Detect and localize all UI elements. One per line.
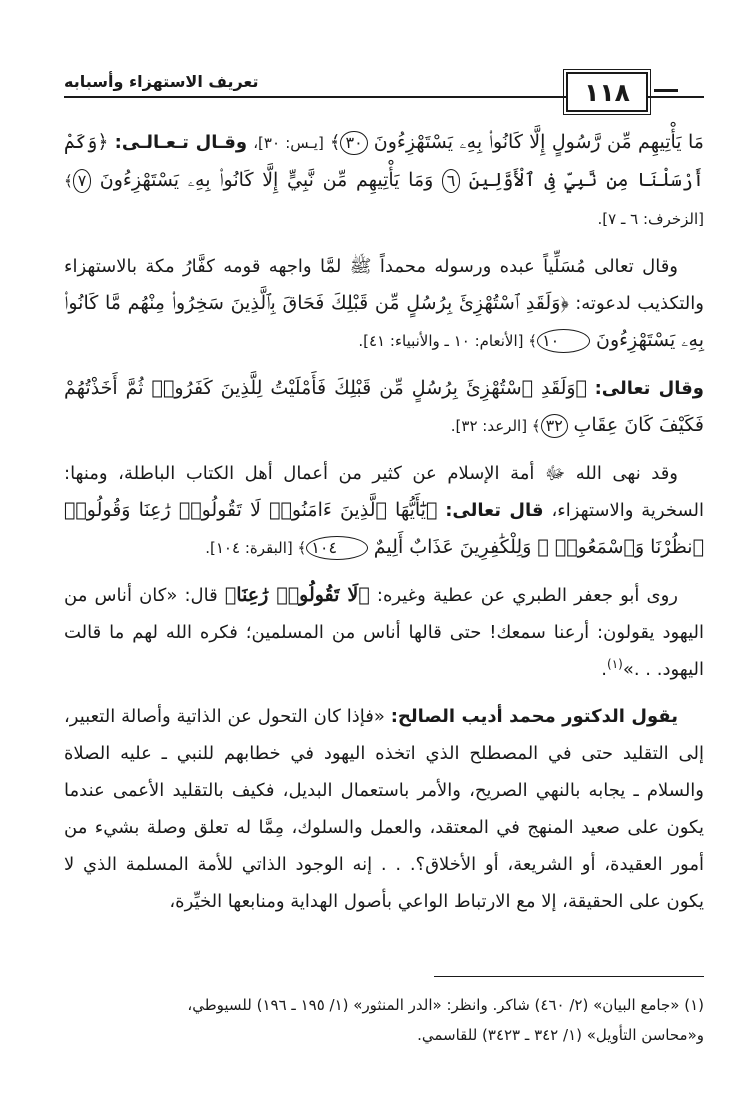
- footnote-ref[interactable]: (١): [607, 657, 623, 671]
- paragraph-end: .: [601, 659, 608, 680]
- verse-reference: ﴾ [الأنعام: ١٠ ـ والأنبياء: ٤١].: [358, 332, 538, 350]
- qala-label: قال تعالى:: [445, 500, 544, 521]
- paragraph-5: [64, 577, 704, 688]
- verse-number-marker: ١٠٤: [306, 536, 368, 560]
- quran-verse: مَا يَأْتِيهِم مِّن رَّسُولٍ إِلَّا كَانُوا۟ بِهِۦ يَسْتَهْزِءُونَ: [373, 131, 704, 153]
- paragraph-text: قال: «كان أناس من اليهود يقولون: أرعنا سمعك! حتى قالها أناس من المسلمين؛ فكره الله لهم ما قالت اليهود. . .»: [64, 585, 704, 680]
- paragraph-4: [64, 455, 704, 567]
- chapter-title: تعريف الاستهزاء وأسبابه: [64, 72, 266, 91]
- paragraph-text: «فإذا كان التحول عن الذاتية وأصالة التعبير، إلى التقليد حتى في المصطلح الذي اتخذه اليهود في خطابهم للنبي ـ عليه الصلاة والسلام ـ يجابه بالنهي الصريح، والأمر باستعمال البديل، فكيف بالتقليد الأعمى عندما يكون على صعيد المنهج في المعتقد، والعمل والسلوك، مِمَّا له تعلق وصلة بشيء من أمور العقيدة، أو الشريعة، أو الأخلاق؟. . . إنه الوجود الذاتي للأمة المسلمة الذي لا يكون على الحقيقة، إلا مع الارتباط الواعي بأصول الهداية ومنابعها الخيِّرة،: [64, 706, 704, 912]
- qala-label: وقـال تـعـالـى:: [114, 132, 248, 153]
- page-number: ١١٨: [566, 72, 648, 112]
- body-text: [64, 124, 704, 930]
- quoted-author: يقول الدكتور محمد أديب الصالح:: [390, 706, 678, 727]
- verse-number-marker: ٣٠: [340, 131, 367, 155]
- quran-verse: ﴿وَلَقَدِ ٱسْتُهْزِئَ بِرُسُلٍ مِّن قَبْلِكَ فَأَمْلَيْتُ لِلَّذِينَ كَفَرُوا۟ ثُمَّ أَخَذْتُهُمْ فَكَيْفَ كَانَ عِقَابِ: [64, 377, 704, 436]
- quran-verse: ﴿وَلَقَدِ ٱسْتُهْزِئَ بِرُسُلٍ مِّن قَبْلِكَ فَحَاقَ بِٱلَّذِينَ سَخِرُوا۟ مِنْهُم مَّا كَانُوا۟ بِهِۦ يَسْتَهْزِءُونَ: [64, 292, 704, 351]
- paragraph-text: روى أبو جعفر الطبري عن عطية وغيره:: [376, 585, 678, 606]
- page-header: [64, 72, 704, 112]
- paragraph-3: [64, 370, 704, 445]
- verse-number-marker: ٦: [442, 169, 461, 193]
- quran-verse: ﴿وَكَمْ أَرْسَلْنَا مِن نَّبِيٍّ فِى ٱلْأَوَّلِينَ: [64, 131, 704, 191]
- qala-label: وقال تعالى:: [594, 378, 704, 399]
- footnote-1-line-1: (١) «جامع البيان» (٢/ ٤٦٠) شاكر. وانظر: «الدر المنثور» (١/ ١٩٥ ـ ١٩٦) للسيوطي،: [187, 996, 704, 1014]
- verse-reference: ﴾ [الزخرف: ٦ ـ ٧].: [64, 172, 704, 228]
- verse-number-marker: ٧: [73, 169, 92, 193]
- paragraph-6: [64, 698, 704, 920]
- verse-number-marker: ١٠: [537, 329, 590, 353]
- paragraph-text: وقد نهى الله ﷻ أمة الإسلام عن كثير من أعمال أهل الكتاب الباطلة، ومنها: السخرية والاستهزاء،: [64, 463, 704, 521]
- paragraph-1: مَا يَأْتِيهِم مِّن رَّسُولٍ إِلَّا كَانُوا۟ بِهِۦ يَسْتَهْزِءُونَ ٣٠﴾ [يـس: ٣٠]، وقـال تـعـالـى: ﴿وَكَمْ أَرْسَلْنَا مِن نَّبِيٍّ فِى ٱلْأَوَّلِينَ ٦ وَمَا يَأْتِيهِم مِّن نَّبِيٍّ إِلَّا كَانُوا۟ بِهِۦ يَسْتَهْزِءُونَ ٧﴾ [الزخرف: ٦ ـ ٧].: [64, 131, 704, 228]
- header-dash: [654, 89, 678, 92]
- paragraph-2: [64, 248, 704, 360]
- quran-verse: ﴿لَا تَقُولُوا۟ رَٰعِنَا﴾: [224, 584, 370, 606]
- footnote-divider: [434, 976, 704, 977]
- verse-reference: ﴾ [الرعد: ٣٢].: [450, 417, 541, 435]
- paragraph-text: وقال تعالى مُسَلِّياً عبده ورسوله محمداً ﷺ لمَّا واجهه قومه كفَّارُ مكة بالاستهزاء والتكذيب لدعوته:: [64, 256, 704, 314]
- footnote-1-line-2: و«محاسن التأويل» (١/ ٣٤٢ ـ ٣٤٢٣) للقاسمي.: [417, 1026, 704, 1044]
- footnotes: [64, 990, 704, 1050]
- quran-verse: ﴿يَٰٓأَيُّهَا ٱلَّذِينَ ءَامَنُوا۟ لَا تَقُولُوا۟ رَٰعِنَا وَقُولُوا۟ ٱنظُرْنَا وَٱسْمَعُوا۟ ۗ وَلِلْكَٰفِرِينَ عَذَابٌ أَلِيمٌ: [64, 499, 704, 558]
- verse-reference: [يـس: ٣٠]،: [253, 134, 324, 152]
- verse-number-marker: ٣٢: [541, 414, 568, 438]
- quran-verse: وَمَا يَأْتِيهِم مِّن نَّبِيٍّ إِلَّا كَانُوا۟ بِهِۦ يَسْتَهْزِءُونَ: [99, 169, 434, 191]
- verse-reference: ﴾ [البقرة: ١٠٤].: [205, 539, 307, 557]
